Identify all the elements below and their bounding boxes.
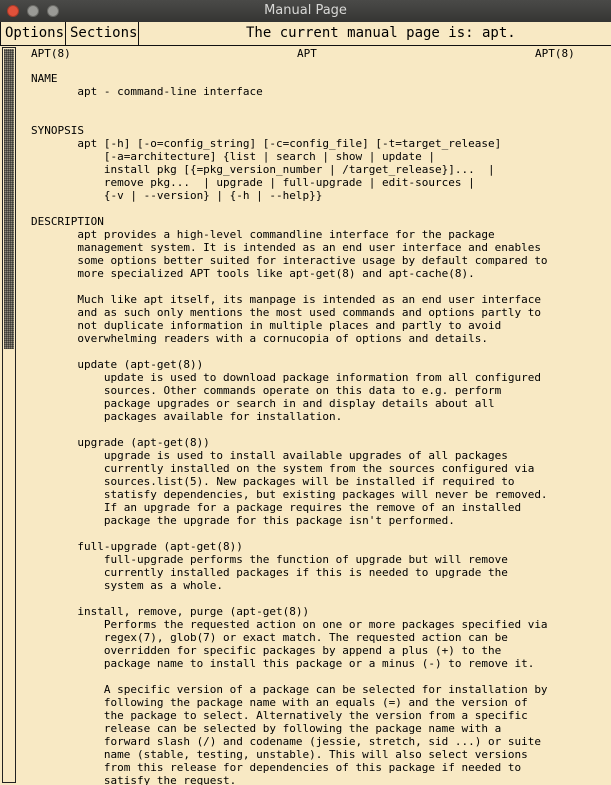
text-line: management system. It is intended as an end user interface and enables (31, 241, 541, 254)
vertical-scrollbar[interactable] (2, 47, 16, 783)
text-line: regex(7), glob(7) or exact match. The requested action can be (31, 631, 508, 644)
maximize-window-button[interactable] (47, 5, 59, 17)
text-line: full-upgrade performs the function of upgrade but will remove (31, 553, 508, 566)
text-line: {-v | --version} | {-h | --help}} (31, 189, 323, 202)
text-line: forward slash (/) and codename (jessie, stretch, sid ...) or suite (31, 735, 541, 748)
text-line: apt provides a high-level commandline interface for the package (31, 228, 495, 241)
text-line: Much like apt itself, its manpage is intended as an end user interface (31, 293, 541, 306)
text-line: update (apt-get(8)) (31, 358, 204, 371)
text-line (31, 527, 611, 540)
text-line: packages available for installation. (31, 410, 343, 423)
text-line: Performs the requested action on one or more packages specified via (31, 618, 548, 631)
man-page-content (31, 46, 611, 785)
text-line: name (stable, testing, unstable). This will also select versions (31, 748, 528, 761)
text-line: currently installed on the system from the sources configured via (31, 462, 535, 475)
text-line: upgrade (apt-get(8)) (31, 436, 210, 449)
text-line: not duplicate information in multiple places and partly to avoid (31, 319, 502, 332)
sections-menu[interactable]: Sections (66, 22, 139, 45)
text-line: apt - command-line interface (31, 85, 263, 98)
text-line (31, 670, 611, 683)
text-line: overwhelming readers with a cornucopia of options and details. (31, 332, 488, 345)
text-line: some options better suited for interactive usage by default compared to (31, 254, 548, 267)
text-line: install pkg [{=pkg_version_number | /target_release}]... | (31, 163, 495, 176)
text-line: package upgrades or search in and display details about all (31, 397, 495, 410)
window-title: Manual Page (264, 3, 347, 18)
text-line: NAME (31, 72, 58, 85)
text-line (31, 98, 611, 111)
text-line: upgrade is used to install available upgrades of all packages (31, 449, 508, 462)
text-line: satisfy the request. (31, 774, 237, 785)
header-left: APT(8) (31, 47, 71, 60)
scrollbar-thumb[interactable] (4, 49, 14, 349)
current-page-label: The current manual page is: apt. (246, 25, 516, 41)
text-line (31, 46, 611, 59)
text-line: release can be selected by following the package name with a (31, 722, 502, 735)
text-line: from this release for dependencies of this package if needed to (31, 761, 522, 774)
text-line: If an upgrade for a package requires the remove of an installed (31, 501, 522, 514)
title-bar[interactable] (0, 0, 611, 22)
text-line: currently installed packages if this is needed to upgrade the (31, 566, 508, 579)
text-line: package name to install this package or a minus (-) to remove it. (31, 657, 535, 670)
text-line (31, 592, 611, 605)
text-line: [-a=architecture] {list | search | show | update | (31, 150, 435, 163)
text-line: sources. Other commands operate on this data to e.g. perform (31, 384, 502, 397)
header-center: APT (297, 47, 317, 60)
text-line: SYNOPSIS (31, 124, 84, 137)
text-line: DESCRIPTION (31, 215, 104, 228)
menu-bar (0, 22, 611, 46)
text-line: install, remove, purge (apt-get(8)) (31, 605, 310, 618)
text-line: package the upgrade for this package isn't performed. (31, 514, 455, 527)
text-line: update is used to download package information from all configured (31, 371, 541, 384)
text-line: sources.list(5). New packages will be installed if required to (31, 475, 515, 488)
text-line (31, 202, 611, 215)
text-line: following the package name with an equals (=) and the version of (31, 696, 528, 709)
text-line (31, 280, 611, 293)
text-line: A specific version of a package can be selected for installation by (31, 683, 548, 696)
close-window-button[interactable] (7, 5, 19, 17)
text-line (31, 59, 611, 72)
text-line: remove pkg... | upgrade | full-upgrade | edit-sources | (31, 176, 475, 189)
text-line: the package to select. Alternatively the version from a specific (31, 709, 528, 722)
text-line (31, 111, 611, 124)
header-right: APT(8) (535, 47, 575, 60)
text-line: and as such only mentions the most used commands and options partly to (31, 306, 541, 319)
text-line: apt [-h] [-o=config_string] [-c=config_file] [-t=target_release] (31, 137, 502, 150)
text-line: statisfy dependencies, but existing packages will never be removed. (31, 488, 548, 501)
text-line: full-upgrade (apt-get(8)) (31, 540, 243, 553)
text-line: system as a whole. (31, 579, 224, 592)
minimize-window-button[interactable] (27, 5, 39, 17)
options-menu[interactable]: Options (0, 22, 66, 45)
text-line (31, 423, 611, 436)
text-line: more specialized APT tools like apt-get(8) and apt-cache(8). (31, 267, 475, 280)
text-line (31, 345, 611, 358)
text-line: overridden for specific packages by append a plus (+) to the (31, 644, 502, 657)
